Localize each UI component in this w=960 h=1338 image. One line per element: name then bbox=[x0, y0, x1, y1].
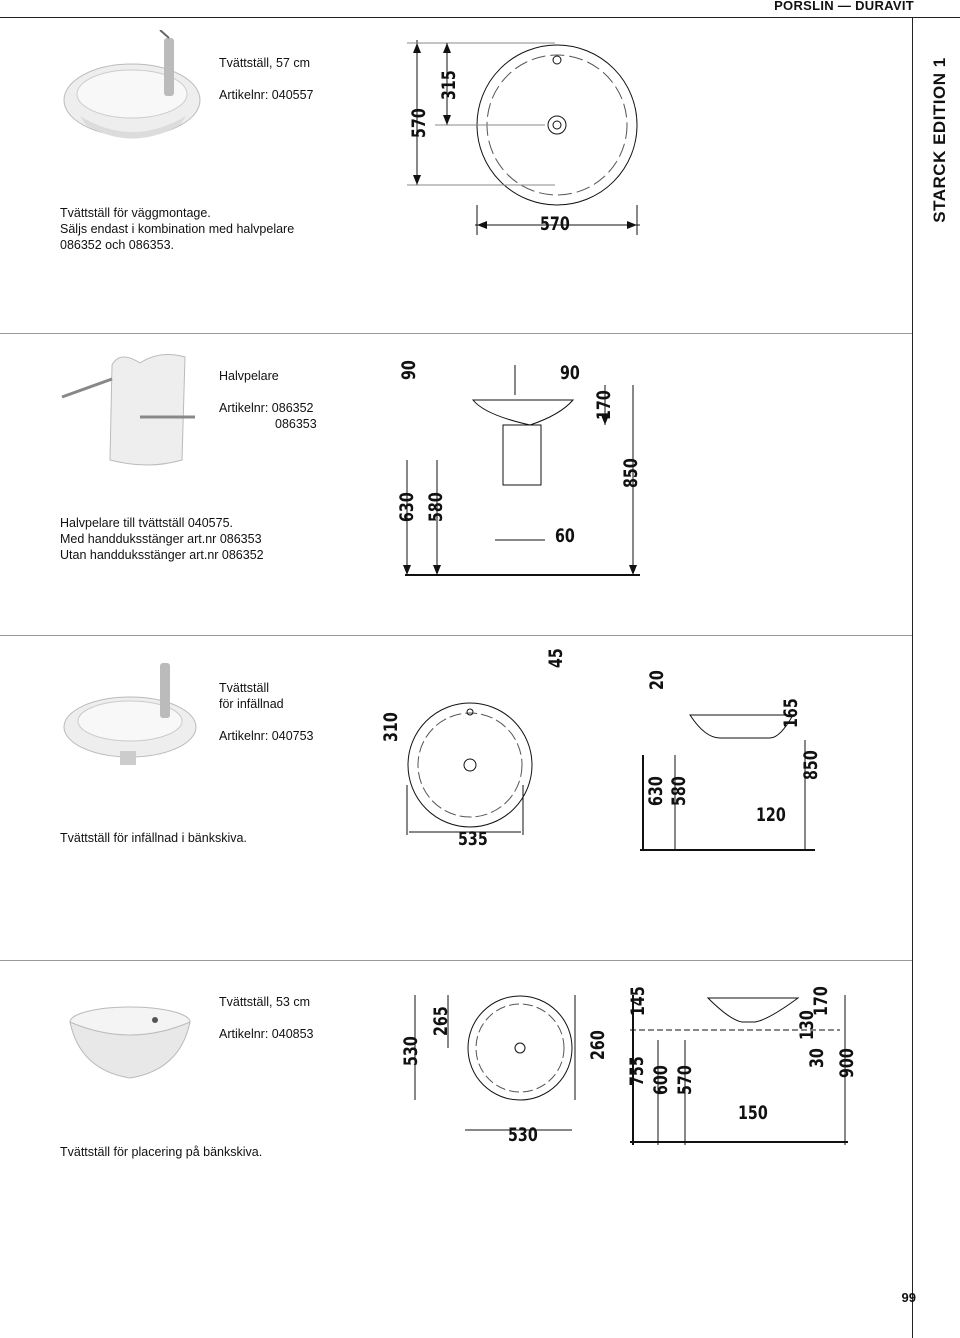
dimension-label: 630 bbox=[396, 492, 418, 522]
description-line: Halvpelare till tvättställ 040575. bbox=[60, 516, 234, 530]
dimension-label: 570 bbox=[540, 213, 570, 235]
dimension-label: 570 bbox=[674, 1065, 696, 1095]
dimension-label: 30 bbox=[806, 1048, 828, 1068]
dimension-label: 265 bbox=[430, 1006, 452, 1036]
description-line: Tvättställ för infällnad i bänkskiva. bbox=[60, 831, 247, 845]
description-line: Utan handduksstänger art.nr 086352 bbox=[60, 548, 264, 562]
dimension-label: 900 bbox=[836, 1048, 858, 1078]
dimension-label: 630 bbox=[645, 776, 667, 806]
dimension-label: 600 bbox=[650, 1065, 672, 1095]
dimension-label: 530 bbox=[400, 1036, 422, 1066]
dimension-label: 120 bbox=[756, 804, 786, 826]
product-title-line-1: Tvättställ bbox=[219, 681, 270, 695]
product-image-vessel-basin bbox=[60, 1000, 210, 1085]
dimension-label: 260 bbox=[587, 1030, 609, 1060]
dimension-label: 530 bbox=[508, 1124, 538, 1146]
product-image-inset-basin bbox=[60, 655, 210, 775]
article-number: Artikelnr: 086352 bbox=[219, 401, 314, 415]
description-line: 086352 och 086353. bbox=[60, 238, 174, 252]
dimension-label: 165 bbox=[780, 698, 802, 728]
description-line: Med handduksstänger art.nr 086353 bbox=[60, 532, 262, 546]
dimension-label: 755 bbox=[626, 1056, 648, 1086]
dimension-label: 535 bbox=[458, 828, 488, 850]
description-line: Säljs endast i kombination med halvpelare bbox=[60, 222, 295, 236]
section-divider bbox=[0, 635, 912, 636]
dimension-label: 145 bbox=[627, 986, 649, 1016]
description-line: Tvättställ för väggmontage. bbox=[60, 206, 211, 220]
dimension-label: 570 bbox=[408, 108, 430, 138]
product-title-line-2: för infällnad bbox=[219, 697, 284, 711]
header-rule bbox=[0, 17, 960, 18]
dimension-label: 170 bbox=[810, 986, 832, 1016]
section-divider bbox=[0, 960, 912, 961]
drawing-side-view-pedestal bbox=[395, 355, 655, 585]
dimension-label: 310 bbox=[380, 712, 402, 742]
page-number: 99 bbox=[901, 1290, 916, 1305]
right-margin-rule bbox=[912, 18, 913, 1338]
header-title: PORSLIN — DURAVIT bbox=[774, 0, 914, 13]
dimension-label: 130 bbox=[796, 1010, 818, 1040]
dimension-label: 45 bbox=[545, 648, 567, 668]
dimension-label: 90 bbox=[398, 360, 420, 380]
dimension-label: 170 bbox=[593, 390, 615, 420]
dimension-label: 580 bbox=[425, 492, 447, 522]
article-number-2: 086353 bbox=[275, 417, 317, 431]
description-line: Tvättställ för placering på bänkskiva. bbox=[60, 1145, 263, 1159]
product-title: Halvpelare bbox=[219, 369, 279, 383]
product-image-half-pedestal bbox=[60, 345, 210, 470]
product-title: Tvättställ, 57 cm bbox=[219, 56, 310, 70]
product-title: Tvättställ, 53 cm bbox=[219, 995, 310, 1009]
article-number: Artikelnr: 040557 bbox=[219, 88, 314, 102]
dimension-label: 580 bbox=[668, 776, 690, 806]
series-label bbox=[920, 57, 960, 223]
dimension-label: 20 bbox=[646, 670, 668, 690]
dimension-label: 150 bbox=[738, 1102, 768, 1124]
dimension-label: 850 bbox=[620, 458, 642, 488]
series-label-text: STARCK EDITION 1 bbox=[930, 57, 949, 223]
dimension-label: 60 bbox=[555, 525, 575, 547]
product-image-basin-57 bbox=[60, 30, 210, 150]
section-divider bbox=[0, 333, 912, 334]
article-number: Artikelnr: 040753 bbox=[219, 729, 314, 743]
dimension-label: 315 bbox=[438, 70, 460, 100]
drawing-top-view-57 bbox=[395, 35, 645, 245]
dimension-label: 850 bbox=[800, 750, 822, 780]
dimension-label: 90 bbox=[560, 362, 580, 384]
article-number: Artikelnr: 040853 bbox=[219, 1027, 314, 1041]
